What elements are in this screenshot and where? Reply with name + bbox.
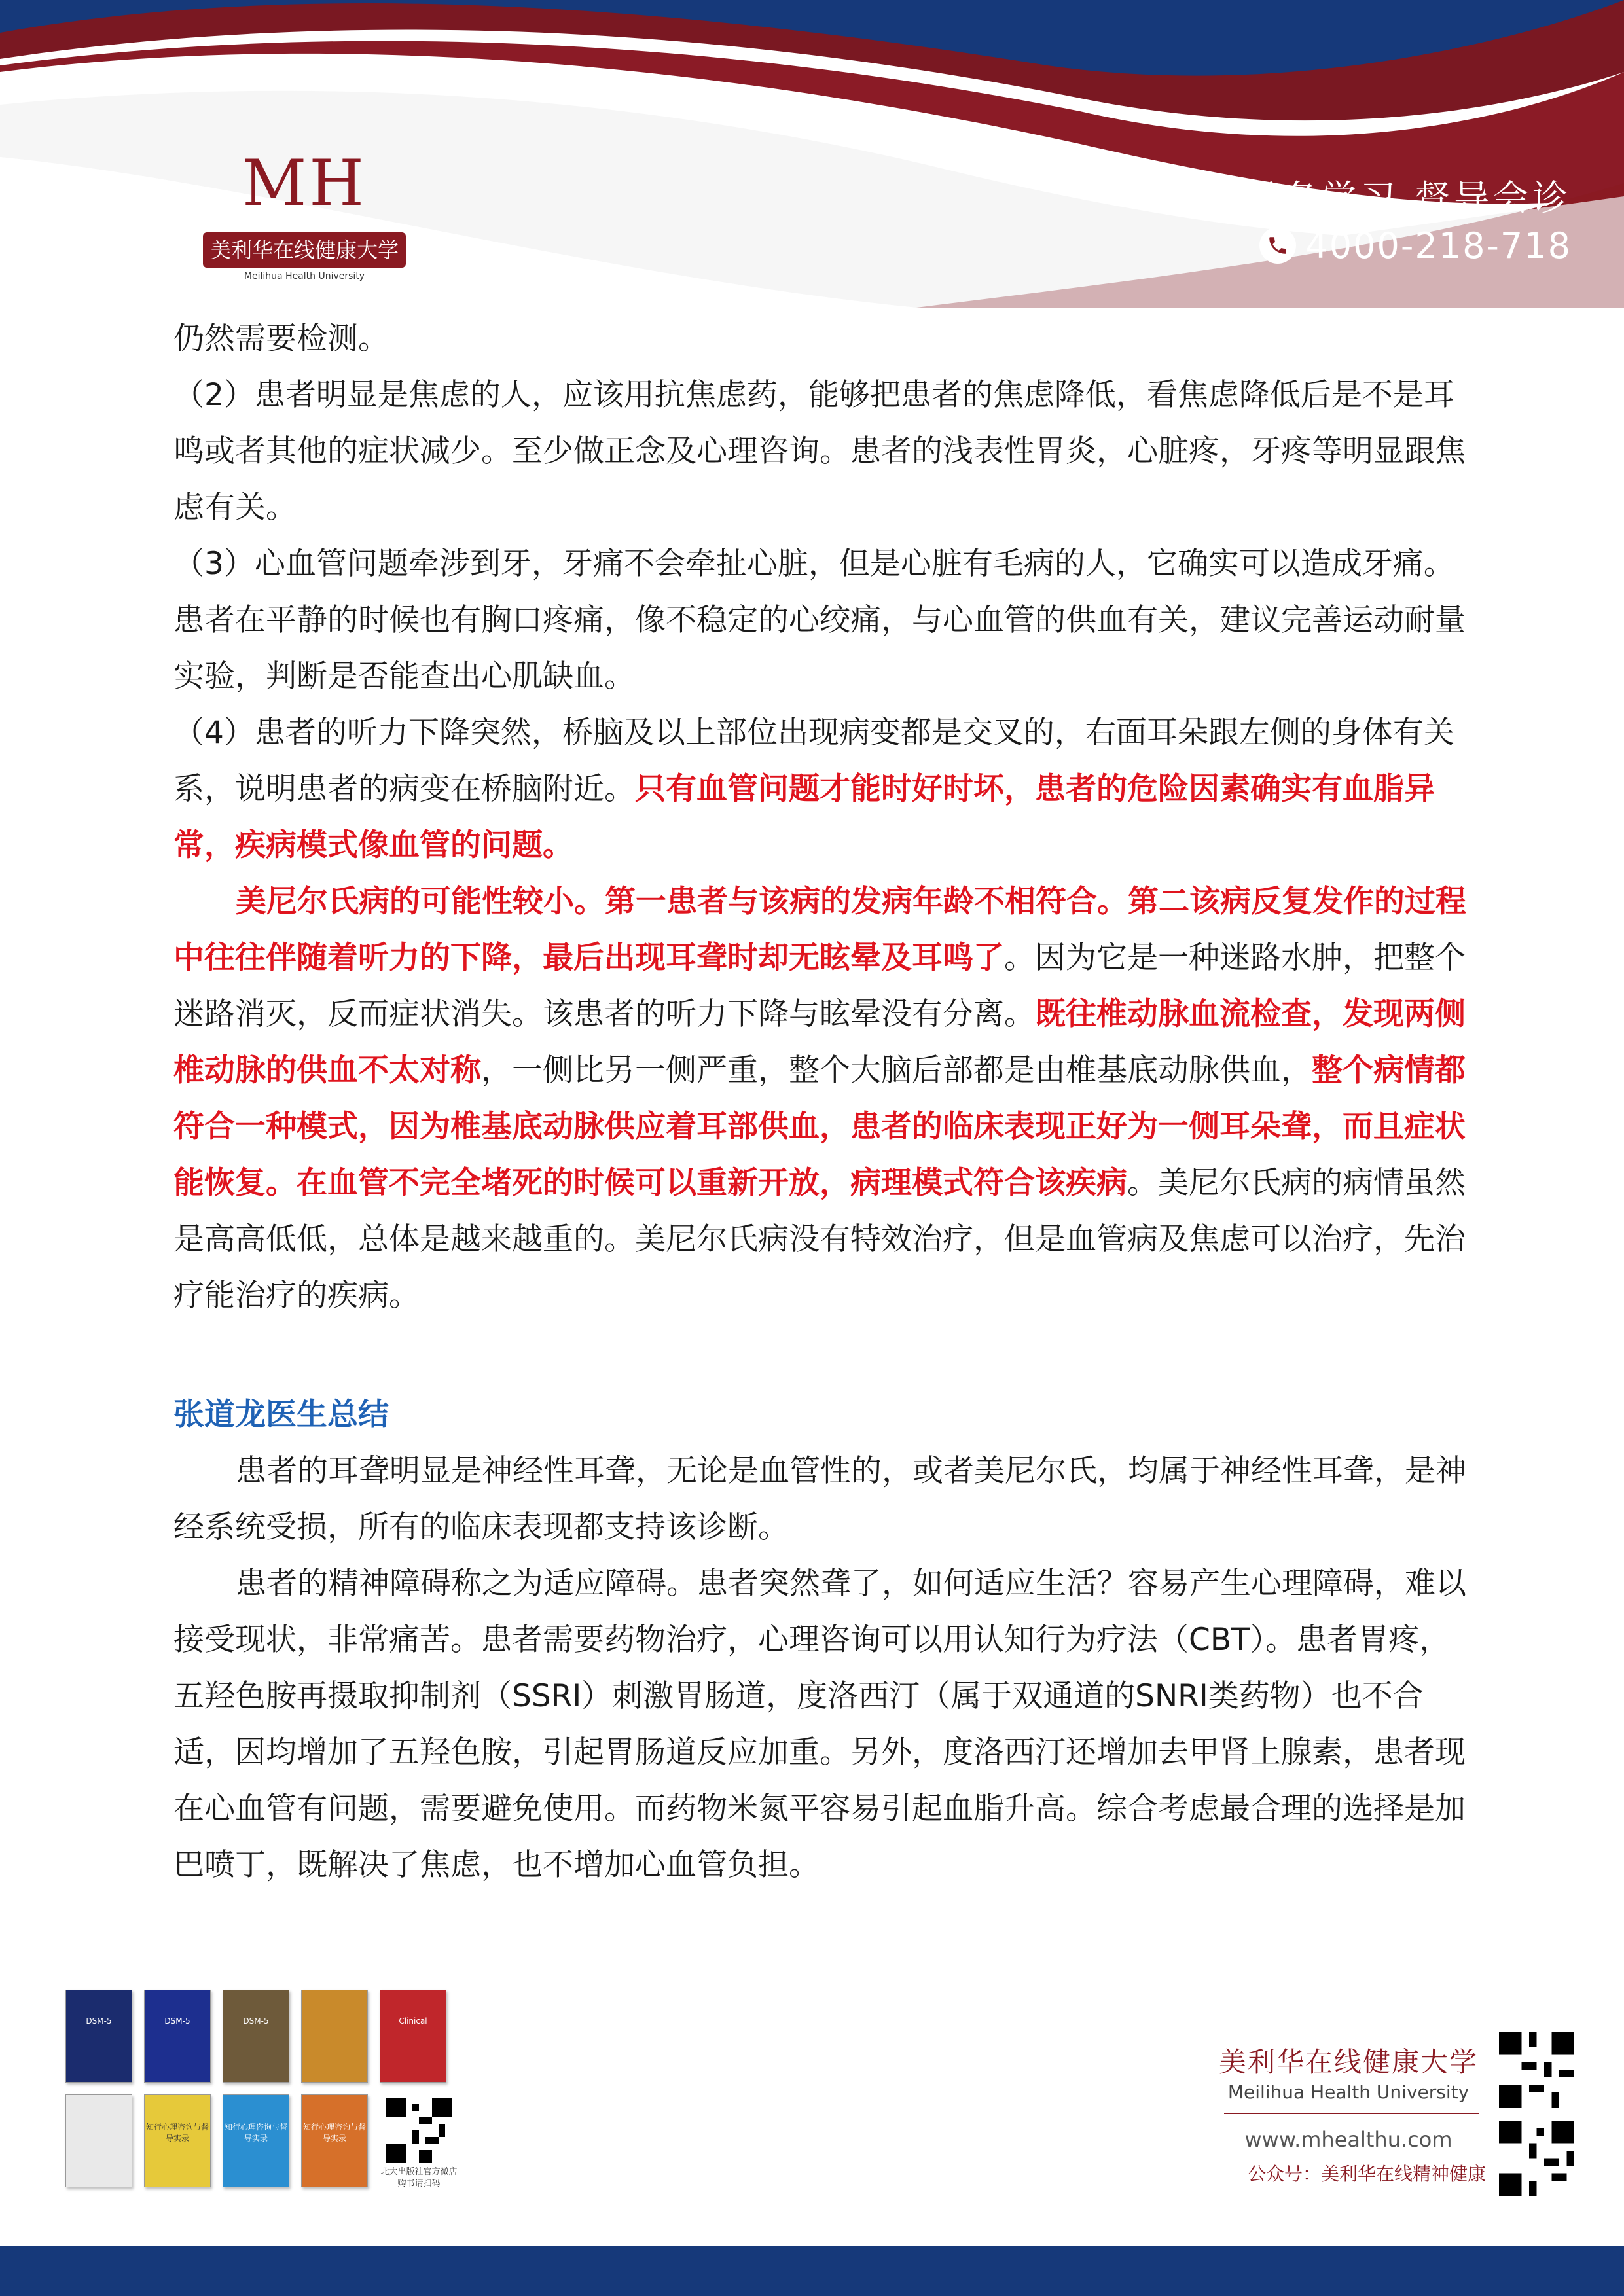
book-cover <box>144 1990 211 2083</box>
header-slogan: 报名学习 督导会诊 <box>1242 177 1572 219</box>
university-name-en: Meilihua Health University <box>1227 2081 1470 2103</box>
book-label: 知行心理咨询与督导实录 <box>145 2123 209 2143</box>
article-body <box>173 311 1470 1893</box>
university-name-cn: 美利华在线健康大学 <box>1218 2046 1478 2078</box>
text-run: ，一侧比另一侧严重，整个大脑后部都是由椎基底动脉供血， <box>481 1052 1312 1088</box>
highlight-text: 整个病情都符合一种模式，因为椎基底动脉供应着耳部供血，患者的临床表现正好为一侧耳朵聋，而且症状能恢复。在血管不完全堵死的时候可以重新开放，病理模式符合该疾病 <box>173 1052 1466 1201</box>
paragraph: 患者的精神障碍称之为适应障碍。患者突然聋了，如何适应生活？容易产生心理障碍，难以接受现状，非常痛苦。患者需要药物治疗，心理咨询可以用认知行为疗法（CBT）。患者胃疼，五羟色胺再摄取抑制剂（SSRI）刺激胃肠道，度洛西汀（属于双通道的SNRI类药物）也不合适，因均增加了五羟色胺，引起胃肠道反应加重。另外，度洛西汀还增加去甲肾上腺素，患者现在心血管有问题，需要避免使用。而药物米氮平容易引起血脂升高。综合考虑最合理的选择是加巴喷丁，既解决了焦虑，也不增加心血管负担。 <box>173 1566 1466 1883</box>
highlight-text: 只有血管问题才能时好时坏，患者的危险因素确实有血脂异常，疾病模式像血管的问题。 <box>173 771 1435 863</box>
paragraph <box>173 874 1470 1324</box>
text-run: （4）患者的听力下降突然，桥脑及以上部位出现病变都是交叉的，右面耳朵跟左侧的身体有关系，说明患者的病变在桥脑附近。 <box>173 715 1454 807</box>
book-cover <box>65 2094 132 2187</box>
text-run: 。美尼尔氏病的病情虽然是高高低低，总体是越来越重的。美尼尔氏病没有特效治疗，但是血管病及焦虑可以治疗，先治疗能治疗的疾病。 <box>173 1165 1466 1314</box>
highlight-text: 既往椎动脉血流检查，发现两侧椎动脉的供血不太对称 <box>173 996 1466 1088</box>
logo-letters: MH <box>242 147 367 220</box>
book-cover <box>301 2094 368 2187</box>
book-cover <box>223 2094 289 2187</box>
text-run: 。因为它是一种迷路水肿，把整个迷路消灭，反而症状消失。该患者的听力下降与眩晕没有分离。 <box>173 940 1466 1032</box>
paragraph: （3）心血管问题牵涉到牙，牙痛不会牵扯心脏，但是心脏有毛病的人，它确实可以造成牙痛。患者在平静的时候也有胸口疼痛，像不稳定的心绞痛，与心血管的供血有关，建议完善运动耐量实验，判断是否能查出心肌缺血。 <box>173 546 1466 694</box>
book-label: 知行心理咨询与督导实录 <box>302 2123 366 2143</box>
book-label: DSM-5 <box>243 2017 269 2026</box>
paragraph: 患者的耳聋明显是神经性耳聋，无论是血管性的，或者美尼尔氏，均属于神经性耳聋，是神经系统受损，所有的临床表现都支持该诊断。 <box>173 1453 1466 1545</box>
paragraph <box>173 705 1470 874</box>
book-cover <box>223 1990 289 2083</box>
qr-code-icon <box>1499 2121 1574 2196</box>
book-cover <box>65 1990 132 2083</box>
divider <box>1224 2113 1479 2114</box>
header-phone <box>1113 223 1572 268</box>
paragraph: （2）患者明显是焦虑的人，应该用抗焦虑药，能够把患者的焦虑降低，看焦虑降低后是不是耳鸣或者其他的症状减少。至少做正念及心理咨询。患者的浅表性胃炎，心脏疼，牙疼等明显跟焦虑有关。 <box>173 377 1466 526</box>
wechat-account: 公众号：美利华在线精神健康 <box>1247 2163 1486 2185</box>
phone-icon <box>1259 227 1296 264</box>
book-cover <box>380 1990 446 2083</box>
book-label: DSM-5 <box>164 2017 190 2026</box>
book-caption: 北大出版社官方微店 购书请扫码 <box>380 2167 458 2189</box>
book-label: 知行心理咨询与督导实录 <box>224 2123 287 2143</box>
book-label: DSM-5 <box>86 2017 112 2026</box>
book-covers <box>62 1983 468 2199</box>
website-link[interactable]: www.mhealthu.com <box>1244 2127 1453 2152</box>
qr-code-icon <box>1499 2032 1574 2108</box>
highlight-text: 美尼尔氏病的可能性较小。第一患者与该病的发病年龄不相符合。第二该病反复发作的过程中往往伴随着听力的下降，最后出现耳聋时却无眩晕及耳鸣了 <box>173 884 1466 976</box>
logo-ribbon: 美利华在线健康大学 <box>203 232 406 268</box>
logo-subtitle: Meilihua Health University <box>244 271 365 281</box>
book-cover <box>144 2094 211 2187</box>
paragraph: 仍然需要检测。 <box>173 321 389 357</box>
section-title: 张道龙医生总结 <box>173 1397 389 1433</box>
book-cover <box>301 1990 368 2083</box>
footer-bar <box>0 2246 1624 2296</box>
book-label: Clinical <box>399 2017 427 2026</box>
qr-code-icon <box>386 2098 452 2163</box>
university-logo <box>196 147 412 298</box>
phone-number: 4000-218-718 <box>1305 224 1572 266</box>
